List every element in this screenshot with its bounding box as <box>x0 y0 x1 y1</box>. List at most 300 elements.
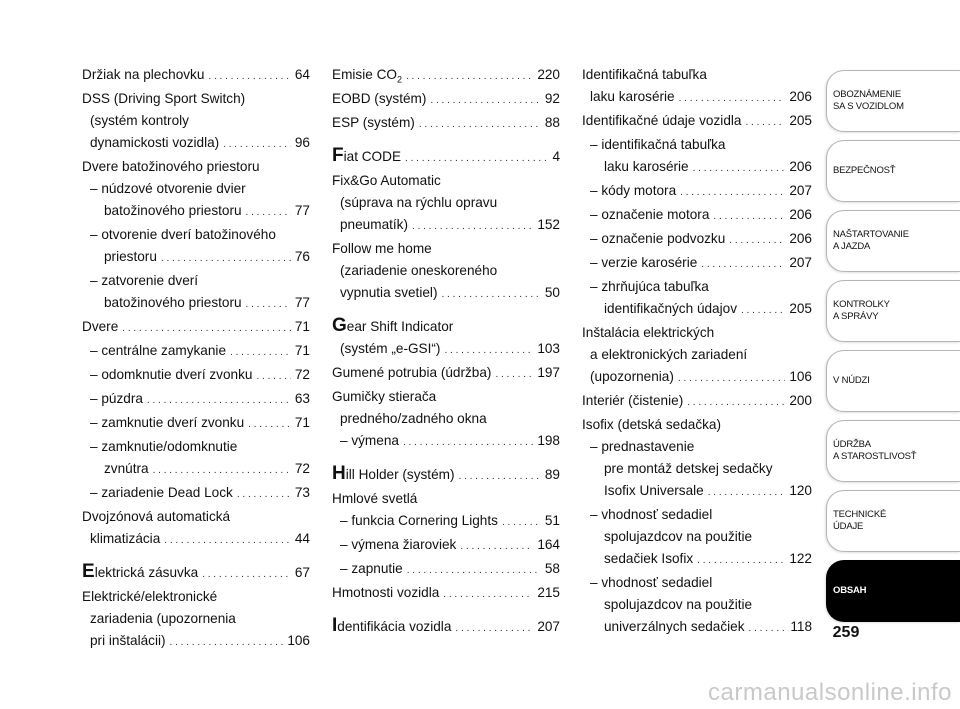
leader-dots <box>693 158 786 180</box>
leader-dots <box>256 366 290 388</box>
leader-dots <box>444 340 533 362</box>
entry-text <box>82 316 118 338</box>
entry-label: ear Shift Indicator <box>346 319 454 334</box>
page-reference[interactable]: 207 <box>789 255 812 270</box>
index-line <box>82 200 310 224</box>
page-reference[interactable]: 206 <box>789 207 812 222</box>
page-reference[interactable]: 164 <box>537 537 560 552</box>
chapter-tab-label <box>833 299 890 323</box>
entry-text <box>604 156 689 178</box>
leader-dots <box>443 584 533 606</box>
entry-label: spolujazdcov na použitie <box>604 597 753 612</box>
entry-text <box>582 110 741 132</box>
section-initial: H <box>332 463 346 484</box>
leader-dots <box>161 248 291 270</box>
page-reference[interactable]: 205 <box>789 113 812 128</box>
index-entry <box>82 224 310 270</box>
index-line <box>582 526 812 548</box>
entry-text <box>90 436 237 458</box>
leader-dots <box>208 66 290 88</box>
index-line <box>582 572 812 594</box>
entry-text <box>604 458 773 480</box>
index-entry <box>82 506 310 552</box>
index-entry <box>82 64 310 88</box>
entry-label: Fix&Go Automatic <box>332 173 441 188</box>
page-reference[interactable]: 73 <box>294 485 310 500</box>
leader-dots <box>406 66 533 88</box>
entry-label: EOBD (systém) <box>332 91 427 106</box>
entry-label: lektrická zásuvka <box>94 565 199 580</box>
entry-text <box>582 390 683 412</box>
entry-label: Dvere batožinového priestoru <box>82 159 260 174</box>
entry-label: zariadenia (upozornenia <box>90 611 236 626</box>
page-reference[interactable]: 120 <box>789 483 812 498</box>
page-reference[interactable]: 206 <box>789 89 812 104</box>
index-entry <box>582 572 812 640</box>
entry-text <box>104 200 242 222</box>
index-line <box>582 458 812 480</box>
entry-text <box>340 260 497 282</box>
index-entry <box>332 64 560 88</box>
index-line <box>332 582 560 606</box>
page-reference[interactable]: 51 <box>544 513 560 528</box>
page-reference[interactable]: 72 <box>294 367 310 382</box>
entry-label: Isofix (detská sedačka) <box>582 417 722 432</box>
index-line <box>332 260 560 282</box>
index-line <box>582 276 812 298</box>
entry-label: – zamknutie dverí zvonku <box>90 415 245 430</box>
leader-dots <box>460 536 533 558</box>
index-line <box>582 134 812 156</box>
entry-label: dentifikácia vozidla <box>337 619 452 634</box>
entry-text <box>332 386 436 408</box>
index-line <box>332 463 560 488</box>
page-reference[interactable]: 76 <box>294 249 310 264</box>
page-reference[interactable]: 44 <box>294 531 310 546</box>
index-line <box>332 192 560 214</box>
entry-text <box>340 510 498 532</box>
leader-dots <box>687 392 785 414</box>
entry-label: Gumené potrubia (údržba) <box>332 365 492 380</box>
index-line <box>332 214 560 238</box>
entry-text <box>340 558 403 580</box>
entry-text <box>590 228 725 250</box>
leader-dots <box>455 618 533 640</box>
page-reference[interactable]: 67 <box>294 565 310 580</box>
entry-text <box>90 110 189 132</box>
index-line <box>82 224 310 246</box>
index-line <box>82 630 310 654</box>
entry-label: Dvojzónová automatická <box>82 509 231 524</box>
index-entry <box>82 436 310 482</box>
entry-label: Elektrické/elektronické <box>82 589 218 604</box>
entry-text <box>332 582 439 604</box>
entry-label: – zapnutie <box>340 561 403 576</box>
index-line <box>332 534 560 558</box>
index-line <box>582 390 812 414</box>
entry-label: batožinového priestoru <box>104 203 242 218</box>
leader-dots <box>419 114 541 136</box>
entry-text <box>590 572 712 594</box>
index-entry <box>332 315 560 362</box>
chapter-tab-label <box>833 229 909 253</box>
entry-label: DSS (Driving Sport Switch) <box>82 91 246 106</box>
page-reference[interactable]: 118 <box>790 619 812 634</box>
page-reference[interactable]: 50 <box>544 285 560 300</box>
index-column-1 <box>82 64 310 654</box>
index-line <box>82 340 310 364</box>
entry-text <box>582 64 707 86</box>
index-line <box>582 414 812 436</box>
entry-label: – identifikačná tabuľka <box>590 137 726 152</box>
page-reference[interactable]: 205 <box>789 301 812 316</box>
entry-text <box>604 526 752 548</box>
index-line <box>332 430 560 454</box>
entry-text <box>332 238 432 260</box>
entry-label: zvnútra <box>104 461 149 476</box>
entry-label: Hmotnosti vozidla <box>332 585 440 600</box>
index-entry <box>582 180 812 204</box>
index-line <box>82 64 310 88</box>
page-reference[interactable]: 198 <box>537 433 560 448</box>
page-reference[interactable]: 96 <box>294 135 310 150</box>
index-column-2 <box>332 64 560 640</box>
entry-text <box>104 458 149 480</box>
page-reference[interactable]: 89 <box>544 467 560 482</box>
entry-label: (upozornenia) <box>590 369 674 384</box>
tab-label-line-2: A SPRÁVY <box>833 311 879 322</box>
index-entry <box>332 534 560 558</box>
entry-label: sedačiek Isofix <box>604 551 694 566</box>
entry-text <box>340 282 437 304</box>
index-entry <box>82 388 310 412</box>
index-entry <box>582 436 812 504</box>
chapter-tabs <box>826 70 960 630</box>
entry-text <box>590 86 675 108</box>
page-reference[interactable]: 64 <box>294 67 310 82</box>
index-line <box>82 270 310 292</box>
page-reference[interactable]: 106 <box>287 633 310 648</box>
entry-label: Hmlové svetlá <box>332 491 418 506</box>
entry-label: – púzdra <box>90 391 143 406</box>
index-entry <box>582 228 812 252</box>
index-line <box>332 88 560 112</box>
entry-label: – prednastavenie <box>590 439 695 454</box>
entry-label: – centrálne zamykanie <box>90 343 227 358</box>
index-entry <box>82 88 310 156</box>
chapter-tab[interactable] <box>826 140 960 202</box>
chapter-tab-label <box>833 585 866 597</box>
chapter-tab-label <box>833 165 895 177</box>
entry-label: – označenie motora <box>590 207 710 222</box>
index-line <box>82 246 310 270</box>
entry-text <box>582 414 721 436</box>
index-entry <box>332 88 560 112</box>
page-reference[interactable]: 92 <box>544 91 560 106</box>
entry-text <box>590 504 712 526</box>
page-reference[interactable]: 200 <box>789 393 812 408</box>
index-entry <box>582 204 812 228</box>
entry-label: Identifikačná tabuľka <box>582 67 707 82</box>
entry-label: (systém kontroly <box>90 113 189 128</box>
entry-label: – zariadenie Dead Lock <box>90 485 233 500</box>
tab-label-line-1: ÚDRŽBA <box>833 439 871 450</box>
entry-text <box>332 64 402 86</box>
section-initial: I <box>332 615 338 636</box>
entry-text <box>332 463 455 486</box>
leader-dots <box>679 88 786 110</box>
chapter-tab[interactable] <box>826 350 960 412</box>
entry-text <box>90 630 166 652</box>
entry-label: – výmena <box>340 433 399 448</box>
entry-label: – výmena žiaroviek <box>340 537 457 552</box>
entry-text <box>604 298 737 320</box>
index-line <box>332 386 560 408</box>
leader-dots <box>441 284 540 306</box>
index-line <box>582 480 812 504</box>
leader-dots <box>430 90 540 112</box>
page-reference[interactable]: 77 <box>294 295 310 310</box>
entry-label: Inštalácia elektrických <box>582 325 715 340</box>
page-reference[interactable]: 88 <box>544 115 560 130</box>
index-line <box>582 616 812 640</box>
leader-dots <box>680 182 785 204</box>
index-line <box>332 170 560 192</box>
entry-text <box>340 214 408 236</box>
index-entry <box>82 316 310 340</box>
entry-label: Identifikačné údaje vozidla <box>582 113 742 128</box>
leader-dots <box>708 482 786 504</box>
entry-label: Dvere <box>82 319 119 334</box>
index-line <box>582 594 812 616</box>
index-line <box>332 362 560 386</box>
index-entry <box>582 252 812 276</box>
leader-dots <box>713 206 785 228</box>
entry-text <box>590 180 676 202</box>
section-initial: G <box>332 315 347 336</box>
index-entry <box>332 170 560 238</box>
index-line <box>582 366 812 390</box>
page-reference[interactable]: 207 <box>537 619 560 634</box>
leader-dots <box>237 484 291 506</box>
entry-label: priestoru <box>104 249 157 264</box>
index-line <box>82 88 310 110</box>
index-line <box>582 156 812 180</box>
page-reference[interactable]: 206 <box>789 159 812 174</box>
chapter-tab[interactable] <box>826 490 960 552</box>
entry-label: – verzie karosérie <box>590 255 698 270</box>
entry-label: – vhodnosť sedadiel <box>590 575 713 590</box>
index-line <box>332 558 560 582</box>
index-line <box>82 132 310 156</box>
leader-dots <box>223 134 291 156</box>
entry-label: predného/zadného okna <box>340 411 487 426</box>
index-entry <box>332 582 560 606</box>
leader-dots <box>749 618 787 640</box>
index-entry <box>82 156 310 178</box>
index-entry <box>582 414 812 436</box>
entry-label: dynamickosti vozidla) <box>90 135 220 150</box>
entry-text <box>104 246 157 268</box>
page-reference[interactable]: 63 <box>294 391 310 406</box>
entry-text <box>590 436 694 458</box>
index-line <box>332 145 560 170</box>
index-line <box>332 282 560 306</box>
entry-text <box>590 252 697 274</box>
index-entry <box>332 238 560 306</box>
index-entry <box>82 340 310 364</box>
index-line <box>582 548 812 572</box>
leader-dots <box>164 530 291 552</box>
chapter-tab[interactable] <box>826 280 960 342</box>
entry-text <box>90 482 233 504</box>
entry-label: Follow me home <box>332 241 432 256</box>
page-reference[interactable]: 122 <box>789 551 812 566</box>
index-line <box>582 322 812 344</box>
entry-text <box>82 506 230 528</box>
entry-text <box>90 178 246 200</box>
index-entry <box>82 270 310 316</box>
leader-dots <box>459 466 541 488</box>
leader-dots <box>678 368 785 390</box>
leader-dots <box>412 216 533 238</box>
page-reference[interactable]: 77 <box>294 203 310 218</box>
page-reference[interactable]: 220 <box>537 67 560 82</box>
index-entry <box>332 362 560 386</box>
index-line <box>82 110 310 132</box>
index-line <box>82 292 310 316</box>
tab-label-line-2: A JAZDA <box>833 241 871 252</box>
entry-text <box>90 388 143 410</box>
index-line <box>82 412 310 436</box>
page-reference[interactable]: 103 <box>537 341 560 356</box>
entry-text <box>332 170 441 192</box>
entry-label: – zatvorenie dverí <box>90 273 199 288</box>
page-reference[interactable]: 71 <box>294 343 310 358</box>
index-entry <box>332 615 560 640</box>
page-reference[interactable]: 206 <box>789 231 812 246</box>
entry-text <box>82 561 198 584</box>
index-line <box>332 238 560 260</box>
index-line <box>82 156 310 178</box>
entry-text <box>590 276 709 298</box>
tab-label-line-1: OBSAH <box>833 585 867 596</box>
page-reference[interactable]: 207 <box>789 183 812 198</box>
index-line <box>82 436 310 458</box>
leader-dots <box>697 550 785 572</box>
entry-text <box>90 412 244 434</box>
page-reference[interactable]: 4 <box>552 149 560 164</box>
index-line <box>332 64 560 88</box>
entry-text <box>332 315 453 338</box>
entry-label: (zariadenie oneskoreného <box>340 263 498 278</box>
leader-dots <box>729 230 785 252</box>
entry-text <box>90 270 198 292</box>
entry-label: univerzálnych sedačiek <box>604 619 745 634</box>
page-reference[interactable]: 71 <box>294 415 310 430</box>
chapter-tab[interactable] <box>826 420 960 482</box>
index-entry <box>332 510 560 534</box>
index-line <box>332 315 560 338</box>
index-line <box>332 488 560 510</box>
index-line <box>582 298 812 322</box>
index-entry <box>582 134 812 180</box>
entry-text <box>604 616 745 638</box>
leader-dots <box>147 390 291 412</box>
chapter-tab[interactable] <box>826 560 960 622</box>
page-reference[interactable]: 152 <box>537 217 560 232</box>
chapter-tab-label <box>833 509 886 533</box>
watermark: carmanualsonline.info <box>708 679 952 706</box>
entry-label: a elektronických zariadení <box>590 347 748 362</box>
entry-text <box>82 156 260 178</box>
index-entry <box>332 112 560 136</box>
index-line <box>82 528 310 552</box>
entry-text <box>332 488 417 510</box>
chapter-tab[interactable] <box>826 70 960 132</box>
leader-dots <box>745 112 785 134</box>
index-entry <box>582 276 812 322</box>
leader-dots <box>741 300 785 322</box>
entry-text <box>340 192 497 214</box>
entry-label: Emisie CO <box>332 67 397 82</box>
leader-dots <box>248 414 291 436</box>
index-entry <box>582 390 812 414</box>
page-reference[interactable]: 106 <box>789 369 812 384</box>
index-entry <box>582 322 812 390</box>
index-line <box>582 86 812 110</box>
chapter-tab-label <box>833 375 870 387</box>
tab-label-line-2: ÚDAJE <box>833 521 864 532</box>
index-line <box>582 64 812 86</box>
leader-dots <box>246 294 291 316</box>
entry-label: identifikačných údajov <box>604 301 737 316</box>
entry-label: – núdzové otvorenie dvier <box>90 181 246 196</box>
leader-dots <box>230 342 291 364</box>
page-reference[interactable]: 197 <box>537 365 560 380</box>
tab-label-line-2: A STAROSTLIVOSŤ <box>833 451 917 462</box>
page-reference[interactable]: 71 <box>294 319 310 334</box>
entry-text <box>340 408 487 430</box>
page-reference[interactable]: 72 <box>294 461 310 476</box>
index-entry <box>332 145 560 170</box>
tab-label-line-1: NAŠTARTOVANIE <box>833 229 909 240</box>
index-entry <box>82 482 310 506</box>
leader-dots <box>202 564 291 586</box>
entry-text <box>340 430 399 452</box>
index-line <box>82 178 310 200</box>
index-entry <box>582 64 812 110</box>
page-reference[interactable]: 215 <box>537 585 560 600</box>
index-line <box>82 388 310 412</box>
index-line <box>582 344 812 366</box>
entry-label: pre montáž detskej sedačky <box>604 461 773 476</box>
index-line <box>582 228 812 252</box>
entry-label: ESP (systém) <box>332 115 415 130</box>
index-entry <box>332 386 560 430</box>
entry-label: pneumatík) <box>340 217 409 232</box>
entry-label: spolujazdcov na použitie <box>604 529 753 544</box>
entry-label: batožinového priestoru <box>104 295 242 310</box>
entry-label: (súprava na rýchlu opravu <box>340 195 498 210</box>
entry-text <box>340 338 440 360</box>
entry-text <box>582 322 714 344</box>
chapter-tab[interactable] <box>826 210 960 272</box>
page-reference[interactable]: 58 <box>544 561 560 576</box>
tab-label-line-1: KONTROLKY <box>833 299 890 310</box>
index-entry <box>82 178 310 224</box>
entry-text <box>104 292 242 314</box>
